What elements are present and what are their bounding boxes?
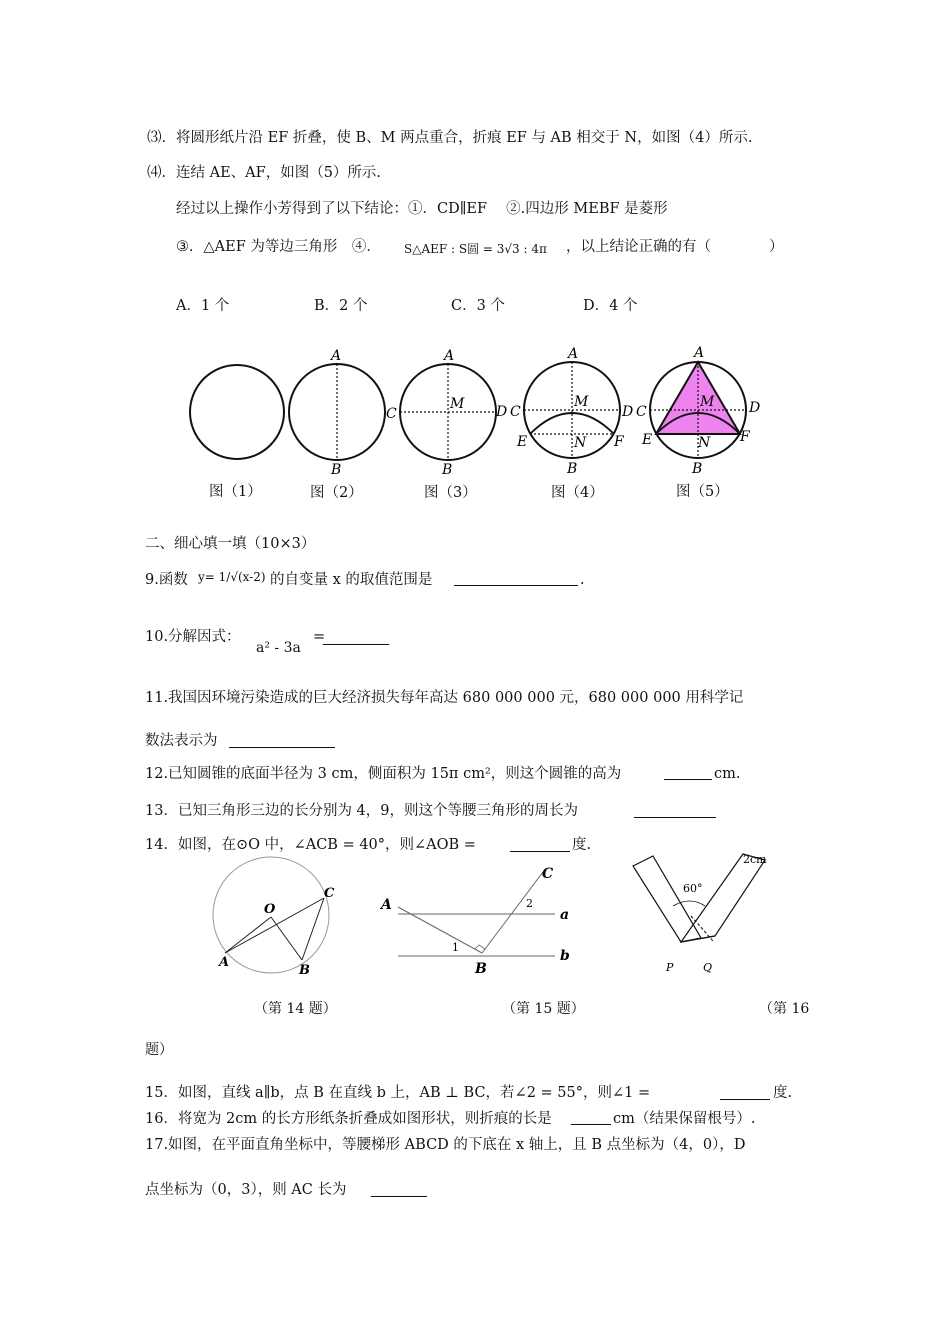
fig5-label-f: F bbox=[740, 429, 750, 445]
q12-text: 12.已知圆锥的底面半径为 3 cm，侧面积为 15π cm²，则这个圆锥的高为 bbox=[145, 766, 622, 782]
caption-fig3: 图（3） bbox=[424, 485, 477, 501]
q15-unit: 度. bbox=[773, 1085, 793, 1101]
q16-label-p: P bbox=[666, 961, 674, 974]
q14-label-b: B bbox=[299, 963, 310, 978]
q12-unit: cm. bbox=[714, 766, 741, 782]
q10-prefix: 10.分解因式： bbox=[145, 629, 241, 645]
q15-right-angle-mark bbox=[475, 945, 485, 949]
fig2-label-a: A bbox=[331, 348, 342, 364]
q16-label-q: Q bbox=[703, 961, 713, 974]
fig4-label-c: C bbox=[510, 404, 521, 420]
q14-label-o: O bbox=[264, 902, 276, 917]
option-c: C．3 个 bbox=[451, 298, 505, 314]
q14-16-figures bbox=[205, 850, 805, 980]
q16-angle-arc bbox=[673, 901, 705, 906]
q11-line2: 数法表示为 bbox=[145, 733, 218, 749]
q10-formula: a² - 3a bbox=[256, 640, 301, 656]
q11-line1: 11.我国因环境污染造成的巨大经济损失每年高达 680 000 000 元，680 000 000 用科学记 bbox=[145, 690, 744, 706]
fig5-label-m: M bbox=[700, 394, 715, 410]
q16-angle-60: 60° bbox=[683, 882, 703, 895]
conclusion-3: ③．△AEF 为等边三角形 ④． bbox=[176, 239, 381, 255]
q17-line1: 17.如图，在平面直角坐标中，等腰梯形 ABCD 的下底在 x 轴上，且 B 点坐标为（4，0），D bbox=[145, 1137, 746, 1153]
q17-line2: 点坐标为（0，3），则 AC 长为 bbox=[145, 1182, 347, 1198]
fig3-label-c: C bbox=[386, 406, 397, 422]
fig4-label-d: D bbox=[622, 404, 634, 420]
caption-fig4: 图（4） bbox=[551, 485, 604, 501]
fig4-label-f: F bbox=[614, 434, 624, 450]
q15-segment-bc bbox=[482, 872, 543, 953]
circle-folding-figures bbox=[180, 340, 780, 485]
fig3-label-d: D bbox=[496, 404, 508, 420]
q13-text: 13．已知三角形三边的长分别为 4，9，则这个等腰三角形的周长为 bbox=[145, 803, 579, 819]
option-a: A．1 个 bbox=[176, 298, 230, 314]
q14-line-bc bbox=[302, 898, 324, 960]
caption-q16-tail: 题） bbox=[145, 1042, 173, 1058]
q14-line-ob bbox=[271, 917, 302, 960]
q12-answer-blank[interactable] bbox=[664, 765, 712, 780]
q14-unit: 度. bbox=[572, 837, 592, 853]
option-b: B．2 个 bbox=[314, 298, 368, 314]
caption-q14: （第 14 题） bbox=[254, 1001, 337, 1017]
q15-label-line-a: a bbox=[560, 907, 570, 923]
fig5-label-d: D bbox=[749, 400, 761, 416]
q9-answer-blank[interactable] bbox=[454, 571, 578, 586]
fig3-label-m: M bbox=[450, 396, 465, 412]
fig4-label-b: B bbox=[567, 461, 578, 477]
section-2-heading: 二、细心填一填（10×3） bbox=[145, 536, 316, 552]
conclusion-intro: 经过以上操作小芳得到了以下结论：①．CD∥EF ②.四边形 MEBF 是菱形 bbox=[176, 201, 668, 217]
q9-formula: y= 1/√(x-2) bbox=[198, 570, 266, 584]
fig5-label-b: B bbox=[692, 461, 703, 477]
caption-fig2: 图（2） bbox=[310, 485, 363, 501]
step-4-text: ⑷．连结 AE、AF，如图（5）所示. bbox=[147, 165, 382, 181]
q16-answer-blank[interactable] bbox=[571, 1110, 611, 1125]
q15-answer-blank[interactable] bbox=[720, 1085, 770, 1100]
q9-prefix: 9.函数 bbox=[145, 572, 188, 588]
q15-angle-1: 1 bbox=[452, 941, 459, 954]
q15-text: 15．如图，直线 a∥b，点 B 在直线 b 上，AB ⊥ BC，若∠2 = 55°，则∠1 = bbox=[145, 1085, 651, 1101]
q14-label-a: A bbox=[219, 955, 230, 970]
caption-fig1: 图（1） bbox=[209, 484, 262, 500]
area-ratio-formula: S△AEF : S圆 = 3√3 : 4π bbox=[404, 242, 547, 256]
caption-q15: （第 15 题） bbox=[502, 1001, 585, 1017]
q16-strip-right bbox=[681, 854, 765, 942]
fig4-label-e: E bbox=[517, 434, 528, 450]
fig5-label-c: C bbox=[636, 404, 647, 420]
q10-equals: = bbox=[313, 629, 326, 645]
caption-q16: （第 16 bbox=[759, 1001, 810, 1017]
q15-label-a-point: A bbox=[381, 897, 392, 913]
q10-answer-blank[interactable] bbox=[323, 630, 389, 645]
q11-answer-blank[interactable] bbox=[229, 733, 335, 748]
option-d: D．4 个 bbox=[583, 298, 638, 314]
fig2-label-b: B bbox=[331, 462, 342, 478]
q13-answer-blank[interactable] bbox=[634, 803, 716, 818]
q17-answer-blank[interactable] bbox=[371, 1182, 427, 1197]
fig4-label-a: A bbox=[568, 346, 579, 362]
fig3-label-a: A bbox=[444, 348, 455, 364]
step-3-text: ⑶．将圆形纸片沿 EF 折叠，使 B、M 两点重合，折痕 EF 与 AB 相交于 N，如图（4）所示. bbox=[147, 130, 753, 146]
fig5-label-a: A bbox=[694, 345, 705, 361]
fig4-label-n: N bbox=[574, 435, 587, 451]
fig5-label-e: E bbox=[642, 432, 653, 448]
fig5-label-n: N bbox=[698, 435, 711, 451]
caption-fig5: 图（5） bbox=[676, 484, 729, 500]
q16-strip-bottom bbox=[681, 936, 715, 942]
q15-label-c: C bbox=[542, 866, 554, 882]
fig4-label-m: M bbox=[574, 394, 589, 410]
q15-label-line-b: b bbox=[560, 948, 570, 964]
q14-line-ao bbox=[225, 917, 271, 953]
q14-label-c: C bbox=[324, 886, 335, 901]
conclusion-tail: ，以上结论正确的有（ ） bbox=[566, 239, 784, 255]
q16-width-2cm: 2cm bbox=[743, 853, 767, 866]
q16-unit: cm（结果保留根号）. bbox=[613, 1111, 756, 1127]
fig3-label-b: B bbox=[442, 462, 453, 478]
q15-label-b-point: B bbox=[475, 961, 487, 977]
q14-text: 14．如图，在⊙O 中，∠ACB = 40°，则∠AOB = bbox=[145, 837, 476, 853]
q16-text: 16．将宽为 2cm 的长方形纸条折叠成如图形状，则折痕的长是 bbox=[145, 1111, 552, 1127]
fig1-circle bbox=[190, 365, 284, 459]
q15-angle-2: 2 bbox=[526, 897, 533, 910]
q9-text: 的自变量 x 的取值范围是 bbox=[270, 572, 433, 588]
